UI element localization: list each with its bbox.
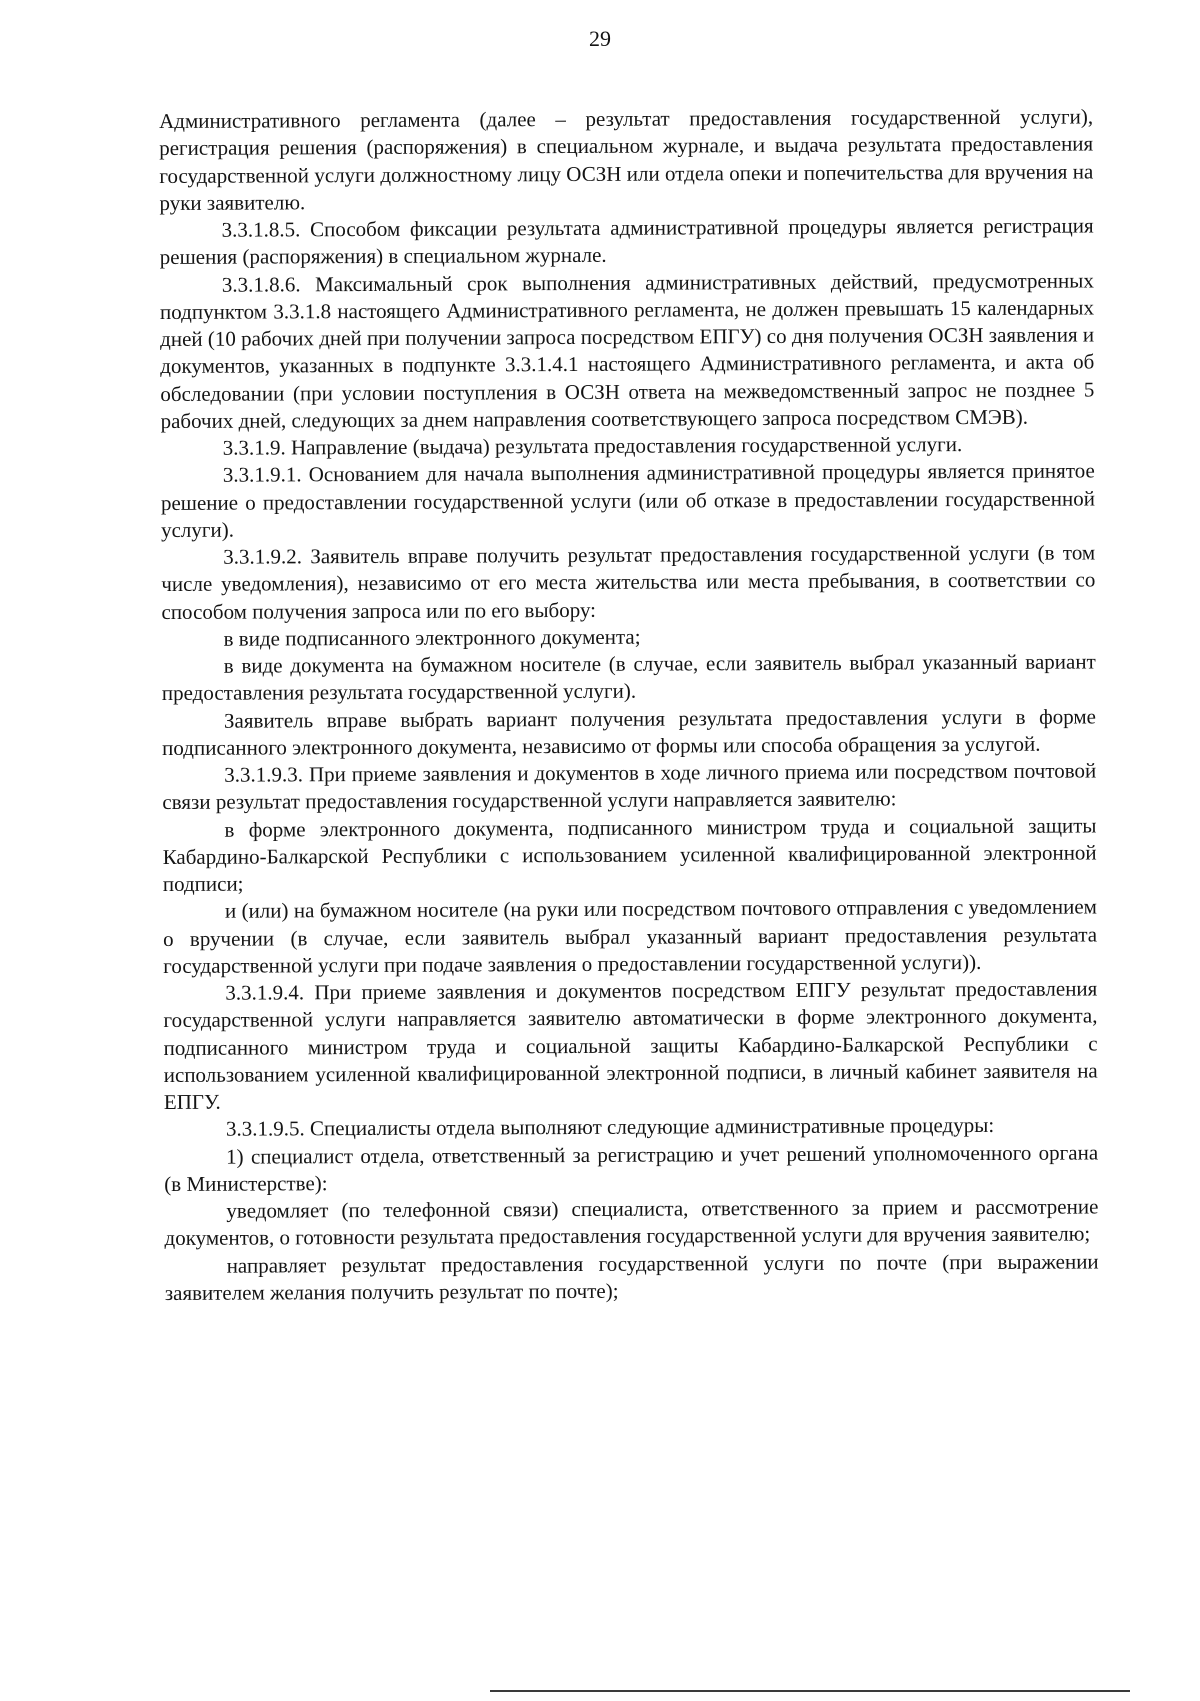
paragraph: 3.3.1.9.5. Специалисты отдела выполняют следующие административные процедуры: [225, 1113, 995, 1141]
paragraph: и (или) на бумажном носителе (на руки или посредством почтового отправления с уведомлением о вручении (в случае, если заявитель выбрал указанный вариант предоставления результата государственной услуги при подаче заявления о предоставлении государственной услуги)). [162, 894, 1098, 978]
paragraph: 1) специалист отдела, ответственный за регистрацию и учет решений уполномоченного органа (в Министерстве): [164, 1139, 1099, 1196]
paragraph: 3.3.1.9.1. Основанием для начала выполнения административной процедуры является принятое решение о предоставлении государственной услуги (или об отказе в предоставлении государственной услуги). [160, 458, 1095, 542]
paragraph: 3.3.1.9. Направление (выдача) результата предоставления государственной услуги. [222, 432, 963, 460]
paragraph: направляет результат предоставления государственной услуги по почте (при выражении заявителем желания получить результат по почте); [164, 1248, 1099, 1305]
paragraph: Административного регламента (далее – результат предоставления государственной услуги), регистрация решения (распоряжения) в специальном журнале, и выдача результата предоставления государственной услуги должностному лицу ОСЗН или отдела опеки и попечительства для вручения на руки заявителю. [159, 104, 1094, 215]
paragraph: в виде документа на бумажном носителе (в случае, если заявитель выбрал указанный вариант предоставления результата государственной услуги). [161, 649, 1096, 706]
footer-rule [490, 1690, 1130, 1692]
paragraph: 3.3.1.8.6. Максимальный срок выполнения административных действий, предусмотренных подпунктом 3.3.1.8 настоящего Административного регламента, не должен превышать 15 календарных дней (10 рабочих дней при получении запроса посредством ЕПГУ) со дня получения ОСЗН заявления и документов, указанных в подпункте 3.3.1.4.1 настоящего Административного регламента, и акта об обследовании (при условии поступления в ОСЗН ответа на межведомственный запрос не позднее 5 рабочих дней, следующих за днем направления соответствующего запроса посредством СМЭВ). [159, 267, 1095, 433]
paragraph: в виде подписанного электронного документа; [223, 624, 641, 651]
paragraph: 3.3.1.9.2. Заявитель вправе получить результат предоставления государственной услуги (в том числе уведомления), независимо от его места жительства или места пребывания, в соответствии со способом получения запроса или по его выбору: [161, 540, 1096, 624]
paragraph: 3.3.1.9.4. При приеме заявления и документов посредством ЕПГУ результат предоставления государственной услуги направляется заявителю автоматически в форме электронного документа, подписанного министром труда и социальной защиты Кабардино-Балкарской Республики с использованием усиленной квалифицированной электронной подписи, в личный кабинет заявителя на ЕПГУ. [163, 976, 1098, 1114]
paragraph: Заявитель вправе выбрать вариант получения результата предоставления услуги в форме подписанного электронного документа, независимо от формы или способа обращения за услугой. [162, 703, 1097, 760]
document-body [159, 103, 1099, 1307]
paragraph: в форме электронного документа, подписанного министром труда и социальной защиты Кабардино-Балкарской Республики с использованием усиленной квалифицированной электронной подписи; [162, 812, 1097, 896]
paragraph: 3.3.1.8.5. Способом фиксации результата административной процедуры является регистрация решения (распоряжения) в специальном журнале. [159, 213, 1094, 270]
page-number: 29 [589, 26, 611, 51]
paragraph: уведомляет (по телефонной связи) специалиста, ответственного за прием и рассмотрение документов, о готовности результата предоставления государственной услуги для вручения заявителю; [164, 1194, 1099, 1251]
paragraph: 3.3.1.9.3. При приеме заявления и документов в ходе личного приема или посредством почтовой связи результат предоставления государственной услуги направляется заявителю: [162, 758, 1097, 815]
